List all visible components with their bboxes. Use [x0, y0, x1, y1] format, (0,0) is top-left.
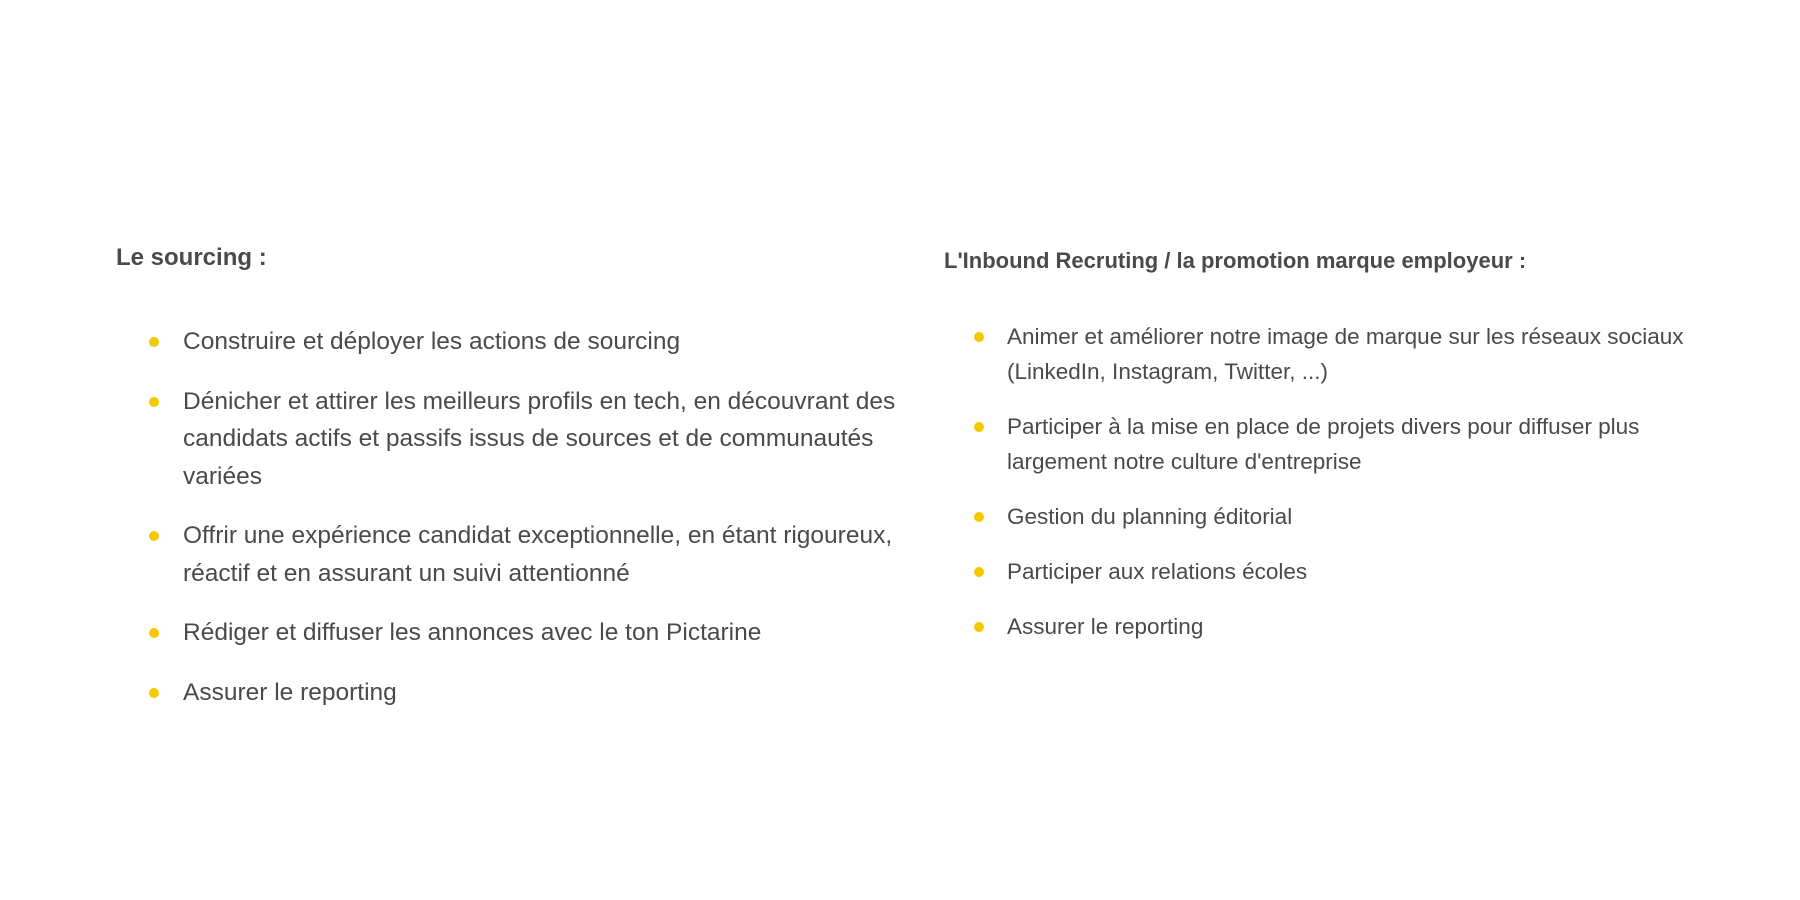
list-item-text: Participer à la mise en place de projets divers pour diffuser plus largement notre culture d'entreprise [1007, 414, 1640, 474]
list-item-text: Assurer le reporting [183, 678, 397, 706]
list-item [116, 323, 906, 361]
list-item-text: Offrir une expérience candidat exceptionnelle, en étant rigoureux, réactif et en assurant un suivi attentionné [183, 522, 893, 587]
sourcing-section [116, 243, 906, 733]
list-item-text: Dénicher et attirer les meilleurs profils en tech, en découvrant des candidats actifs et passifs issus de sources et de communautés variées [183, 387, 896, 490]
bullet-dot-icon [149, 531, 159, 541]
list-item-text: Gestion du planning éditorial [1007, 504, 1293, 529]
inbound-recruiting-title: L'Inbound Recruting / la promotion marque employeur : [944, 248, 1527, 273]
list-item [944, 499, 1704, 534]
list-item-text: Construire et déployer les actions de sourcing [183, 328, 681, 355]
list-item-text: Rédiger et diffuser les annonces avec le ton Pictarine [183, 619, 762, 646]
list-item [944, 554, 1704, 589]
bullet-dot-icon [149, 628, 159, 638]
list-item [116, 517, 906, 592]
list-item [116, 614, 906, 652]
inbound-recruiting-section [944, 247, 1704, 664]
bullet-dot-icon [149, 397, 159, 407]
bullet-dot-icon [974, 622, 984, 632]
list-item [944, 609, 1704, 644]
bullet-dot-icon [149, 688, 159, 698]
sourcing-list [116, 323, 906, 711]
sourcing-title: Le sourcing : [116, 244, 267, 271]
bullet-dot-icon [149, 337, 159, 347]
bullet-dot-icon [974, 422, 984, 432]
bullet-dot-icon [974, 332, 984, 342]
list-item-text: Participer aux relations écoles [1007, 559, 1308, 584]
bullet-dot-icon [974, 567, 984, 577]
list-item [944, 319, 1704, 389]
inbound-recruiting-list [944, 319, 1704, 644]
list-item [944, 409, 1704, 479]
bullet-dot-icon [974, 512, 984, 522]
list-item-text: Animer et améliorer notre image de marque sur les réseaux sociaux (LinkedIn, Instagram, Twitter, ...) [1007, 324, 1684, 384]
list-item [116, 674, 906, 712]
list-item [116, 383, 906, 496]
list-item-text: Assurer le reporting [1007, 614, 1204, 639]
